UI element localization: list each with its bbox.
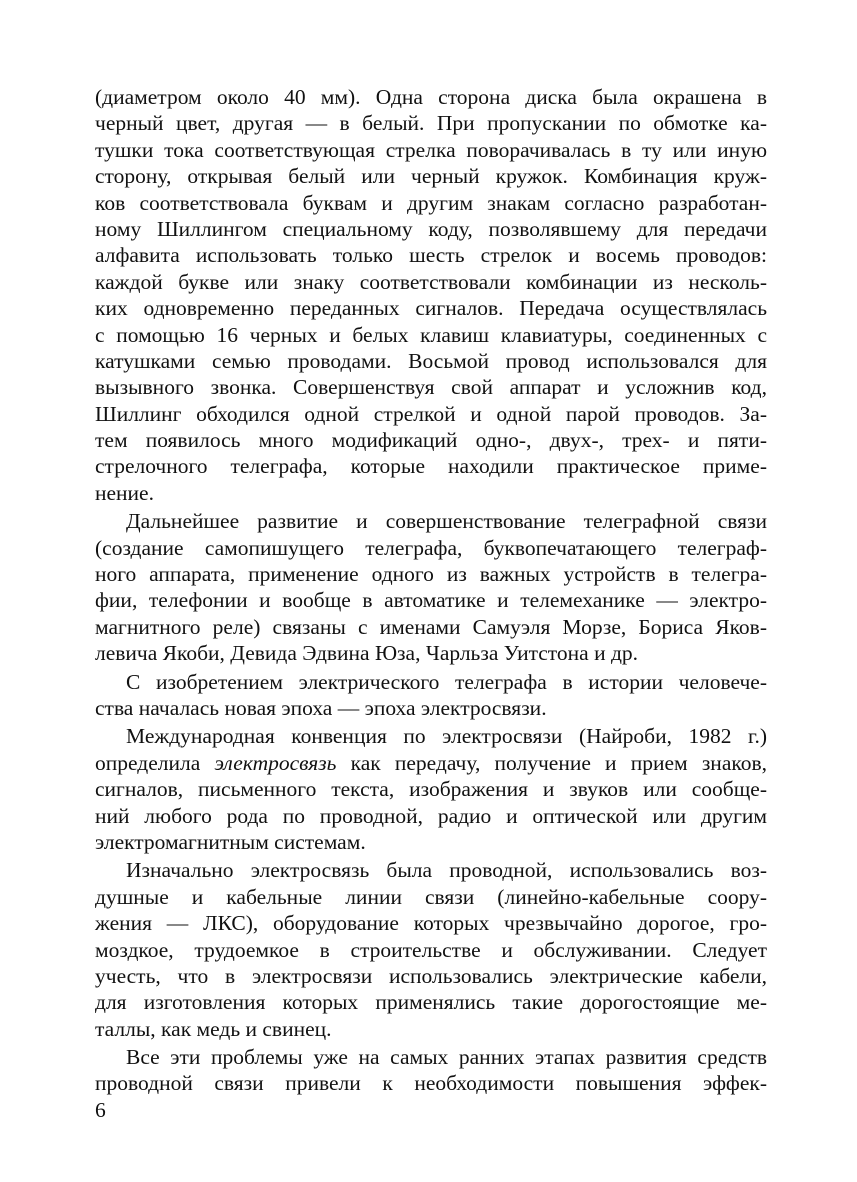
paragraph: [95, 1044, 767, 1097]
paragraph: [95, 723, 767, 855]
text-line: нение.: [95, 480, 154, 505]
text-line: левича Якоби, Девида Эдвина Юза, Чарльза Уитстона и др.: [95, 641, 639, 666]
text-line: ства началась новая эпоха — эпоха электросвязи.: [95, 695, 547, 720]
text-line: вызывного звонка. Совершенствуя свой аппарат и усложнив код,: [95, 375, 767, 400]
text-line: сигналов, письменного текста, изображения и звуков или сообще-: [95, 777, 767, 802]
text-line: (диаметром около 40 мм). Одна сторона диска была окрашена в: [95, 85, 767, 109]
text-line: Шиллинг обходился одной стрелкой и одной парой проводов. За-: [95, 401, 767, 426]
text-line: таллы, как медь и свинец.: [95, 1016, 332, 1041]
page-number: 6: [95, 1098, 106, 1122]
text-line: Дальнейшее развитие и совершенствование телеграфной связи: [126, 509, 767, 534]
text-line: С изобретением электрического телеграфа в истории человече-: [126, 669, 767, 694]
text-line: Все эти проблемы уже на самых ранних этапах развития средств: [126, 1045, 767, 1070]
text-line: магнитного реле) связаны с именами Самуэля Морзе, Бориса Яков-: [95, 614, 767, 639]
text-line: тем появилось много модификаций одно-, двух-, трех- и пяти-: [95, 428, 767, 453]
paragraph: [95, 857, 767, 1042]
document-body: [95, 84, 767, 1099]
paragraph: [95, 84, 767, 506]
text-line: стрелочного телеграфа, которые находили практическое приме-: [95, 454, 767, 479]
text-line: каждой букве или знаку соответствовали комбинации из несколь-: [95, 269, 767, 294]
text-line: катушками семью проводами. Восьмой провод использовался для: [95, 348, 767, 373]
text-line: жения — ЛКС), оборудование которых чрезвычайно дорогое, гро-: [95, 911, 767, 936]
text-line: ков соответствовала буквам и другим знакам согласно разработан-: [95, 190, 767, 215]
text-line: сторону, открывая белый или черный кружок. Комбинация круж-: [95, 164, 767, 189]
text-line: (создание самопишущего телеграфа, буквопечатающего телеграф-: [95, 535, 767, 560]
text-line: моздкое, трудоемкое в строительстве и обслуживании. Следует: [95, 937, 767, 962]
text-line: алфавита использовать только шесть стрелок и восемь проводов:: [95, 243, 767, 268]
paragraph: [95, 508, 767, 666]
text-line: фии, телефонии и вообще в автоматике и телемеханике — электро-: [95, 588, 767, 613]
text-line: для изготовления которых применялись такие дорогостоящие ме-: [95, 990, 767, 1015]
text-line: Международная конвенция по электросвязи (Найроби, 1982 г.): [126, 724, 767, 749]
text-line: ного аппарата, применение одного из важных устройств в телегра-: [95, 562, 767, 587]
text-line: душные и кабельные линии связи (линейно-кабельные соору-: [95, 884, 767, 909]
text-line: ний любого рода по проводной, радио и оптической или другим: [95, 803, 767, 828]
text-line: учесть, что в электросвязи использовались электрические кабели,: [95, 963, 767, 988]
text-line: черный цвет, другая — в белый. При пропускании по обмотке ка-: [95, 111, 767, 136]
paragraph: [95, 669, 767, 722]
text-line: с помощью 16 черных и белых клавиш клавиатуры, соединенных с: [95, 322, 767, 347]
text-line: электромагнитным системам.: [95, 829, 366, 854]
text-line: ному Шиллингом специальному коду, позволявшему для передачи: [95, 216, 767, 241]
text-line: ких одновременно переданных сигналов. Передача осуществлялась: [95, 296, 767, 321]
text-line: проводной связи привели к необходимости повышения эффек-: [95, 1071, 767, 1096]
text-line: Изначально электросвязь была проводной, использовались воз-: [126, 858, 767, 883]
text-line: тушки тока соответствующая стрелка поворачивалась в ту или иную: [95, 137, 767, 162]
emphasized-term: электросвязь: [214, 750, 337, 775]
text-line: определила электросвязь как передачу, получение и прием знаков,: [95, 750, 767, 775]
